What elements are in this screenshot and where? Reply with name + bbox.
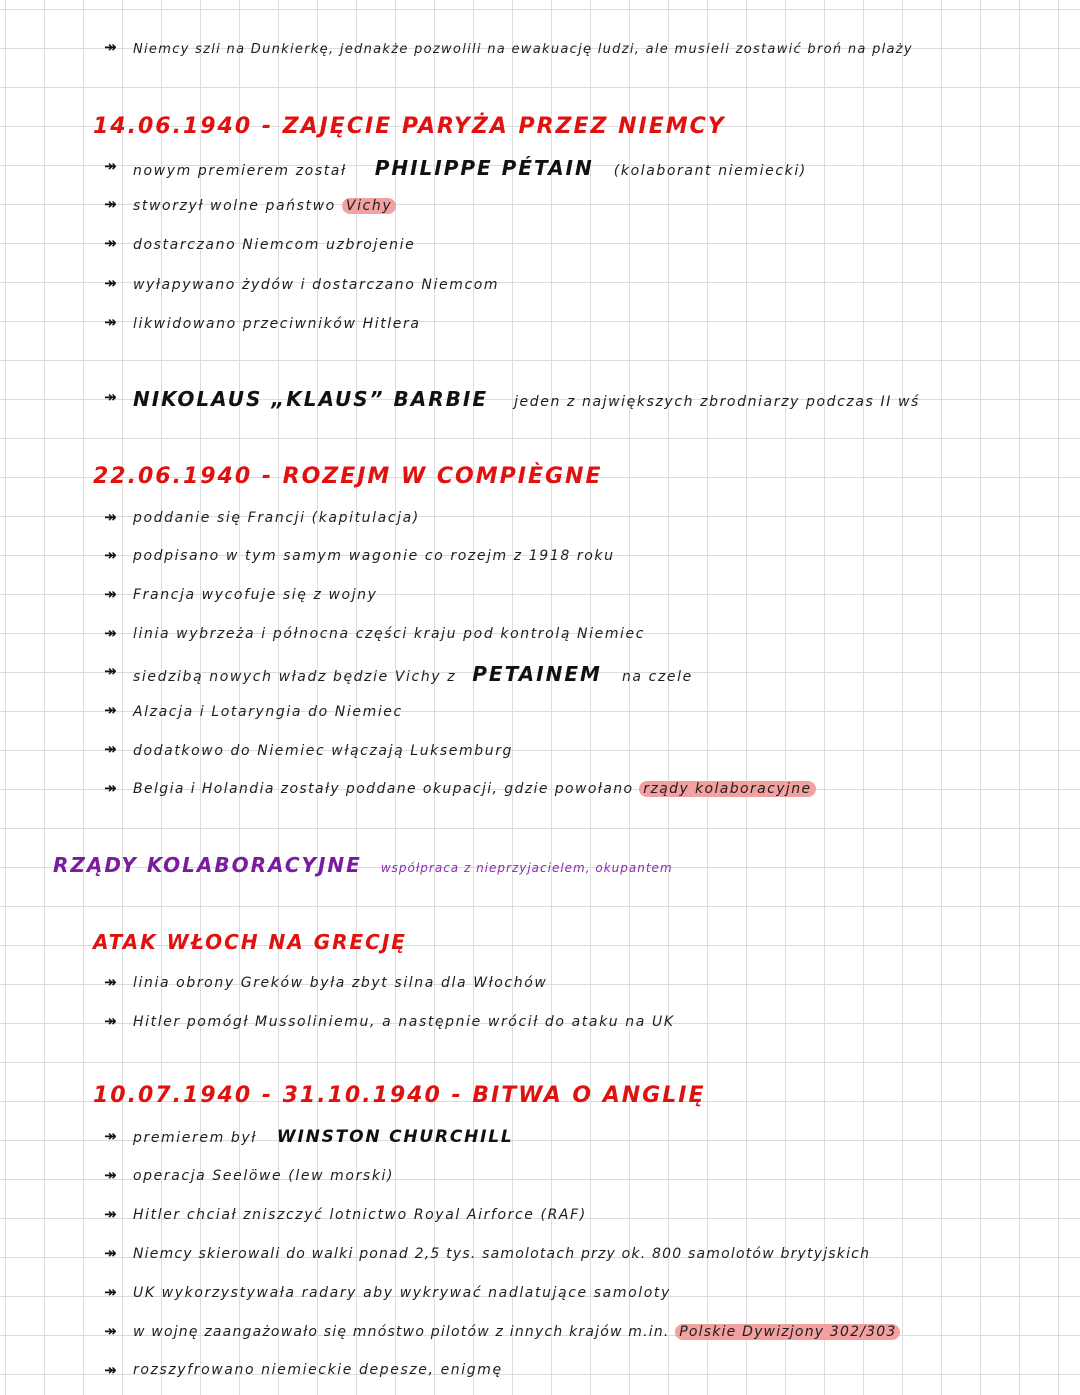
section-title: 10.07.1940 - 31.10.1940 - BITWA O ANGLIĘ [93,1083,706,1108]
bullet-arrow-icon: ↠ [104,234,117,252]
bullet-arrow-icon: ↠ [104,1244,117,1262]
bullet-arrow-icon: ↠ [104,701,117,719]
bullet-arrow-icon: ↠ [104,1012,117,1030]
note-line [133,662,693,686]
bullet-arrow-icon: ↠ [104,157,117,175]
note-line: Alzacja i Lotaryngia do Niemiec [133,704,403,720]
section-title: ATAK WŁOCH NA GRECJĘ [93,930,407,954]
note-line: dostarczano Niemcom uzbrojenie [133,237,416,253]
definition [53,853,673,877]
note-text: na czele [621,669,693,685]
note-line [133,1127,514,1147]
bullet-arrow-icon: ↠ [104,388,117,406]
note-text: stworzył wolne państwo [133,198,336,214]
bullet-arrow-icon: ↠ [104,313,117,331]
definition-meaning: współpraca z nieprzyjacielem, okupantem [380,861,673,875]
bullet-arrow-icon: ↠ [104,624,117,642]
note-line [133,156,807,180]
person-name: PHILIPPE PÉTAIN [374,156,594,180]
person-name: NIKOLAUS „KLAUS” BARBIE [133,387,488,411]
section-title: 22.06.1940 - ROZEJM W COMPIÈGNE [93,464,603,489]
note-line: dodatkowo do Niemiec włączają Luksemburg [133,743,514,759]
bullet-arrow-icon: ↠ [104,662,117,680]
bullet-arrow-icon: ↠ [104,546,117,564]
note-line: likwidowano przeciwników Hitlera [133,316,421,332]
bullet-arrow-icon: ↠ [104,1205,117,1223]
note-line: linia obrony Greków była zbyt silna dla Włochów [133,975,548,991]
note-text: jeden z największych zbrodniarzy podczas II wś [514,394,920,410]
bullet-arrow-icon: ↠ [104,508,117,526]
bullet-arrow-icon: ↠ [104,38,117,56]
definition-term: RZĄDY KOLABORACYJNE [53,853,362,877]
note-line: linia wybrzeża i północna części kraju pod kontrolą Niemiec [133,626,646,642]
note-line: Hitler pomógł Mussoliniemu, a następnie wrócił do ataku na UK [133,1014,675,1030]
section-title: 14.06.1940 - ZAJĘCIE PARYŻA PRZEZ NIEMCY [93,114,726,139]
note-text: siedzibą nowych władz będzie Vichy z [133,669,457,685]
note-line [133,387,920,411]
bullet-arrow-icon: ↠ [104,1361,117,1379]
highlight-term: Vichy [342,198,396,214]
bullet-arrow-icon: ↠ [104,973,117,991]
highlight-term: rządy kolaboracyjne [639,781,815,797]
note-line: podpisano w tym samym wagonie co rozejm z 1918 roku [133,548,615,564]
person-name: WINSTON CHURCHILL [276,1127,514,1147]
note-text: nowym premierem został [133,163,347,179]
note-line: Francja wycofuje się z wojny [133,587,378,603]
note-line: Niemcy szli na Dunkierkę, jednakże pozwolili na ewakuację ludzi, ale musieli zostawić broń na plaży [133,42,913,57]
note-text: Belgia i Holandia zostały poddane okupacji, gdzie powołano [133,781,634,797]
person-name: PETAINEM [472,662,602,686]
note-line [133,1324,900,1340]
bullet-arrow-icon: ↠ [104,1127,117,1145]
bullet-arrow-icon: ↠ [104,195,117,213]
note-line: Niemcy skierowali do walki ponad 2,5 tys. samolotach przy ok. 800 samolotów brytyjskich [133,1246,871,1262]
note-line [133,198,396,214]
bullet-arrow-icon: ↠ [104,740,117,758]
bullet-arrow-icon: ↠ [104,779,117,797]
bullet-arrow-icon: ↠ [104,1166,117,1184]
note-text: w wojnę zaangażowało się mnóstwo pilotów z innych krajów m.in. [133,1324,670,1340]
bullet-arrow-icon: ↠ [104,1322,117,1340]
note-text: premierem był [133,1130,257,1146]
highlight-term: Polskie Dywizjony 302/303 [675,1324,900,1340]
bullet-arrow-icon: ↠ [104,274,117,292]
note-text: (kolaborant niemiecki) [613,163,807,179]
bullet-arrow-icon: ↠ [104,1283,117,1301]
note-line: operacja Seelöwe (lew morski) [133,1168,395,1184]
bullet-arrow-icon: ↠ [104,585,117,603]
note-line: rozszyfrowano niemieckie depesze, enigmę [133,1362,503,1378]
note-line [133,781,816,797]
note-line: wyłapywano żydów i dostarczano Niemcom [133,277,500,293]
note-line: poddanie się Francji (kapitulacja) [133,510,420,526]
note-line: UK wykorzystywała radary aby wykrywać nadlatujące samoloty [133,1285,671,1301]
note-line: Hitler chciał zniszczyć lotnictwo Royal Airforce (RAF) [133,1207,587,1223]
